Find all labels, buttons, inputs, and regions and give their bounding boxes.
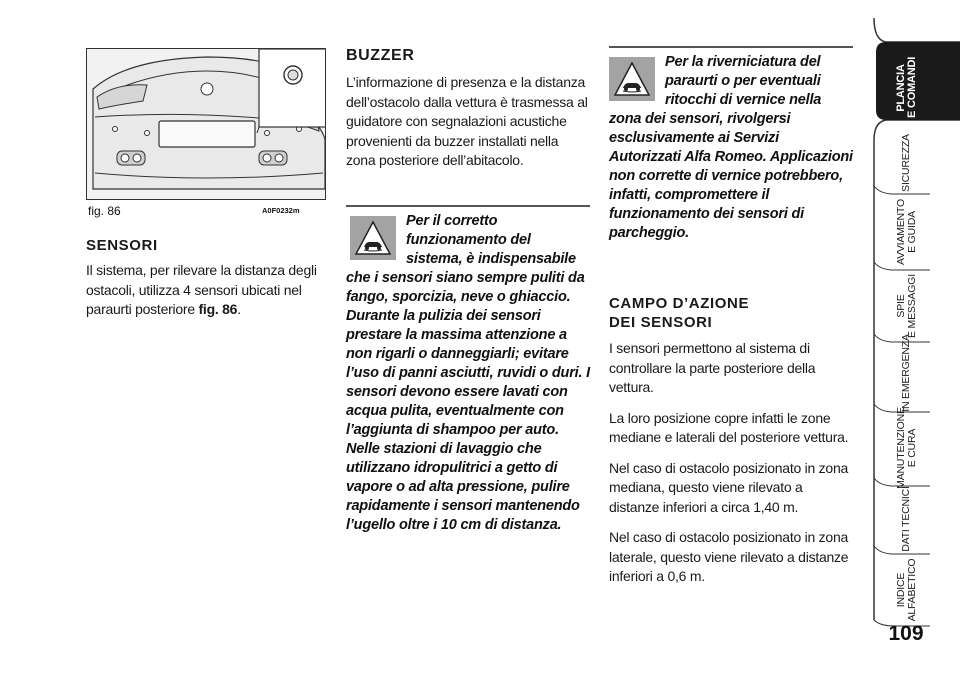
tab-spie-e-messaggi[interactable]: SPIE E MESSAGGI <box>895 274 918 338</box>
tab-plancia-e-comandi[interactable]: PLANCIA E COMANDI <box>895 56 918 118</box>
tab-in-emergenza[interactable]: IN EMERGENZA <box>900 334 912 412</box>
sensori-section <box>86 236 324 320</box>
warning-cleaning <box>346 205 590 535</box>
figure-caption: fig. 86 <box>88 204 121 218</box>
campo-heading-line1: CAMPO D’AZIONE <box>609 295 750 312</box>
warning-cleaning-text: Per il corretto funzionamento del sistema, è indispensabile che i sensori siano sempre puliti da fango, sporcizia, neve o ghiaccio. Durante la pulizia dei sensori prestare la massima attenzione a non rigarli o danneggiarli; evitare l’uso di panni asciutti, ruvidi o duri. I sensori devono essere lavati con acqua pulita, eventualmente con l’aggiunta di shampoo per auto. Nelle stazioni di lavaggio che utilizzano idropulitrici a getto di vapore o ad alta pressione, pulire rapidamente i sensori mantenendo l’ugello oltre i 10 cm di distanza. <box>346 213 590 533</box>
sensori-end: . <box>237 301 241 317</box>
buzzer-text: L’informazione di presenza e la distanza dell’ostacolo dalla vettura è trasmessa al guidatore con segnalazioni acustiche provenienti da buzzer installati nella zona posteriore dell’abitacolo. <box>346 74 588 168</box>
buzzer-section <box>346 46 590 171</box>
warning-paint-rule <box>609 46 853 48</box>
tab-manutenzione-e-cura[interactable]: MANUTENZIONE E CURA <box>895 407 918 489</box>
tab-indice-alfabetico[interactable]: INDICE ALFABETICO <box>895 558 918 622</box>
warning-top-rule <box>346 205 590 207</box>
buzzer-heading: BUZZER <box>346 47 415 64</box>
car-rear-illustration <box>87 49 326 200</box>
sensori-body: Il sistema, per rilevare la distanza degli ostacoli, utilizza 4 sensori ubicati nel paraurti posteriore <box>86 262 317 317</box>
campo-paragraph-4: Nel caso di ostacolo posizionato in zona laterale, questo viene rilevato a distanze inferiori a 0,6 m. <box>609 529 849 584</box>
figure-reference: fig. 86 <box>198 301 238 317</box>
tab-avviamento-e-guida[interactable]: AVVIAMENTO E GUIDA <box>895 199 918 265</box>
warning-car-icon <box>350 216 396 260</box>
rear-bumper-figure <box>86 48 326 200</box>
sensori-heading: SENSORI <box>86 237 158 254</box>
campo-paragraph-2: La loro posizione copre infatti le zone mediane e laterali del posteriore vettura. <box>609 409 849 445</box>
figure-code: A0F0232m <box>262 206 300 215</box>
campo-heading-line2: DEI SENSORI <box>609 314 713 331</box>
warning-paint <box>609 46 853 243</box>
campo-section <box>609 294 853 598</box>
sensori-text <box>86 261 324 320</box>
page-number: 109 <box>888 622 924 645</box>
warning-car-icon <box>609 57 655 101</box>
tab-dati-tecnici[interactable]: DATI TECNICI <box>900 486 912 552</box>
campo-paragraph-3: Nel caso di ostacolo posizionato in zona mediana, questo viene rilevato a distanze inferiori a circa 1,40 m. <box>609 459 849 515</box>
warning-paint-text: Per la riverniciatura del paraurti o per eventuali ritocchi di vernice nella zona dei sensori, rivolgersi esclusivamente ai Servizi Autorizzati Alfa Romeo. Applicazioni non corrette di vernice potrebbero, infatti, compromettere il funzionamento dei sensori di parcheggio. <box>609 54 853 241</box>
campo-paragraph-1: I sensori permettono al sistema di controllare la parte posteriore della vettura. <box>609 340 816 395</box>
tab-sicurezza[interactable]: SICUREZZA <box>900 134 912 192</box>
